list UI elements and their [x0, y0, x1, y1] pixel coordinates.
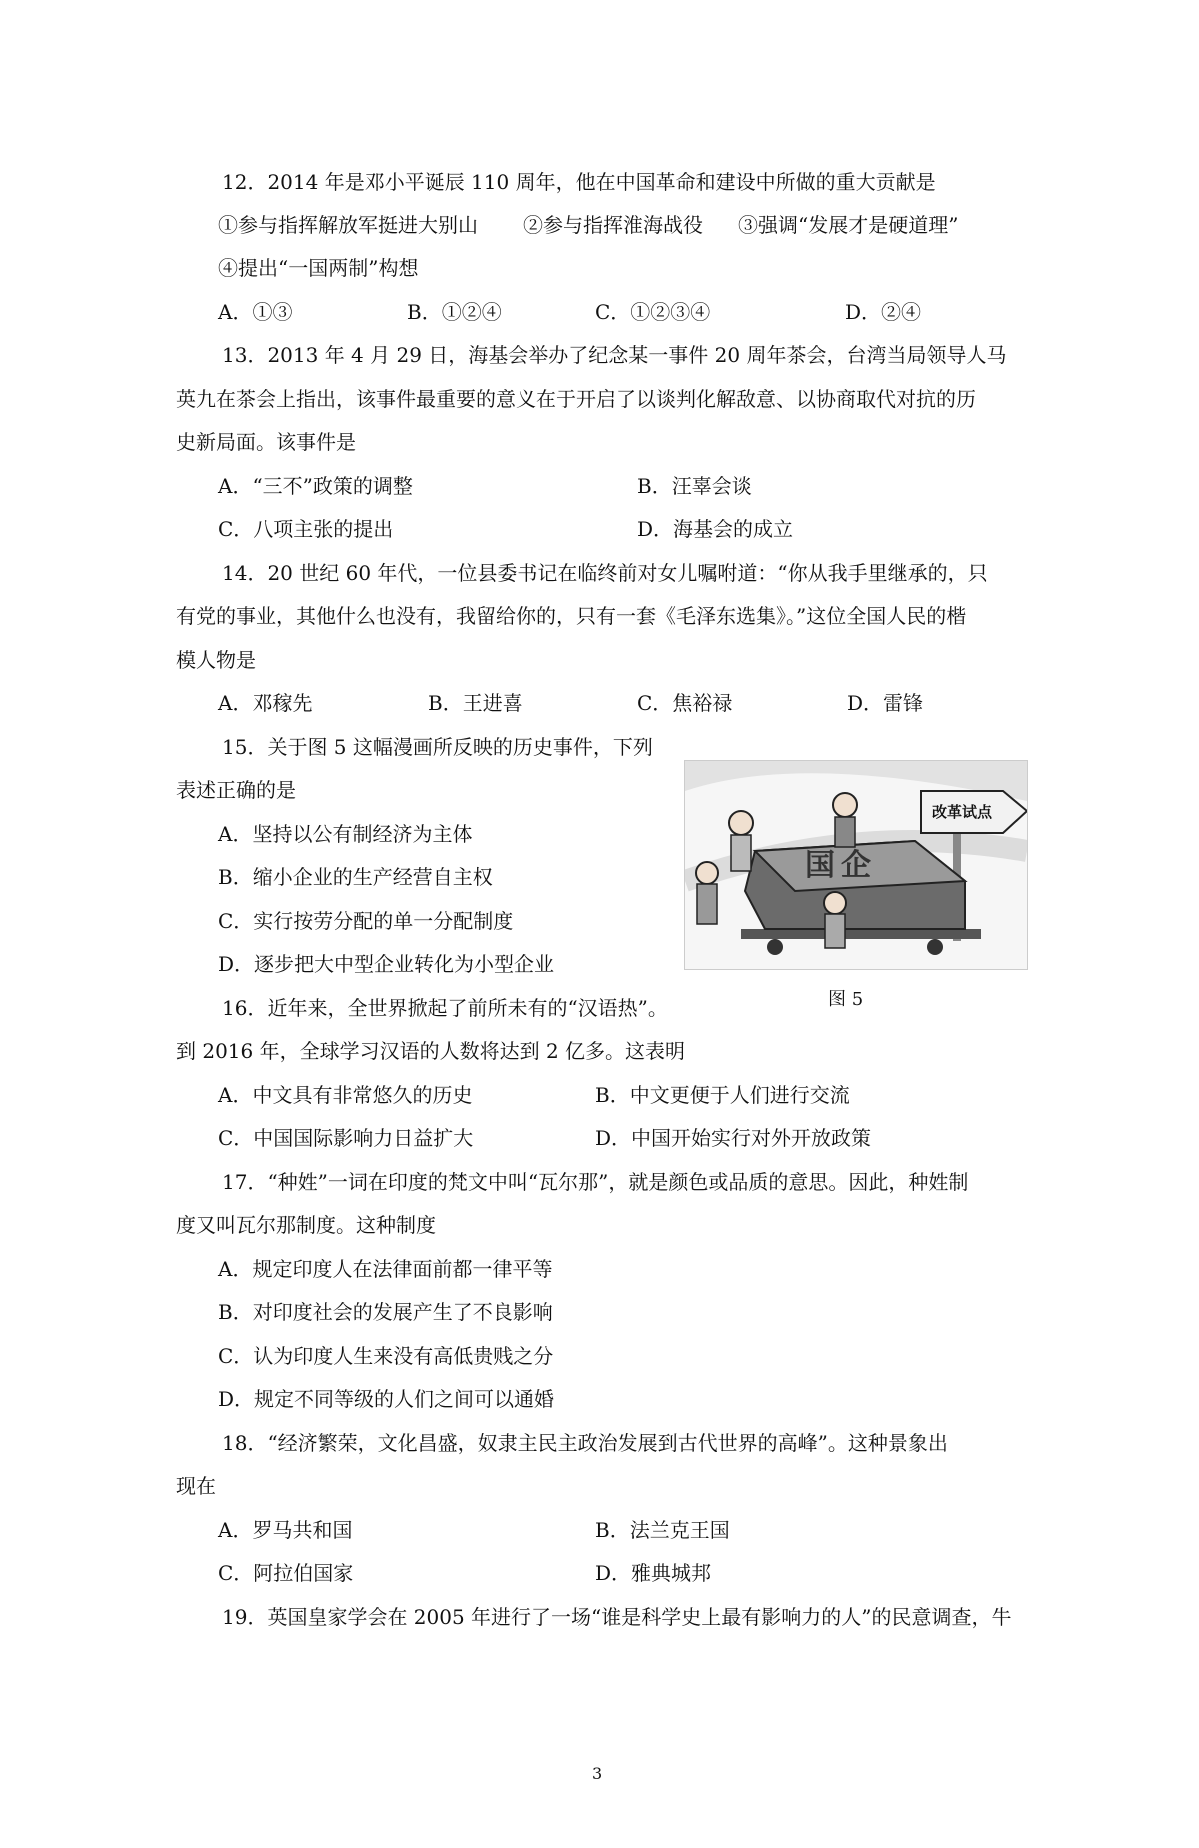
q14-line-2: 有党的事业，其他什么也没有，我留给你的，只有一套《毛泽东选集》。”这位全国人民的楷 — [176, 604, 967, 628]
q13-option-d: D．海基会的成立 — [637, 517, 794, 541]
page-number: 3 — [592, 1764, 603, 1783]
q16-option-c: C．中国国际影响力日益扩大 — [218, 1126, 474, 1150]
q12-stem: 12．2014 年是邓小平诞辰 110 周年，他在中国革命和建设中所做的重大贡献是 — [222, 170, 936, 194]
q19-line-1: 19．英国皇家学会在 2005 年进行了一场“谁是科学史上最有影响力的人”的民意调查，牛 — [222, 1605, 1012, 1629]
q13-option-c: C．八项主张的提出 — [218, 517, 394, 541]
cartoon-sign-text: 改革试点 — [931, 803, 992, 821]
q14-option-b: B．王进喜 — [428, 691, 523, 715]
q17-option-a: A．规定印度人在法律面前都一律平等 — [218, 1257, 553, 1281]
q17-line-2: 度又叫瓦尔那制度。这种制度 — [176, 1213, 436, 1237]
q18-option-b: B．法兰克王国 — [595, 1518, 730, 1542]
q15-line-2: 表述正确的是 — [176, 778, 296, 802]
q12-item-3: ③强调“发展才是硬道理” — [738, 213, 959, 237]
q13-line-3: 史新局面。该事件是 — [176, 430, 356, 454]
q12-option-b: B．①②④ — [407, 300, 502, 324]
q18-option-d: D．雅典城邦 — [595, 1561, 712, 1585]
q18-line-1: 18．“经济繁荣，文化昌盛，奴隶主民主政治发展到古代世界的高峰”。这种景象出 — [222, 1431, 948, 1455]
q14-option-c: C．焦裕禄 — [637, 691, 733, 715]
q16-line-2: 到 2016 年，全球学习汉语的人数将达到 2 亿多。这表明 — [176, 1039, 686, 1063]
q15-option-c: C．实行按劳分配的单一分配制度 — [218, 909, 514, 933]
q14-line-3: 模人物是 — [176, 648, 256, 672]
q14-option-a: A．邓稼先 — [218, 691, 313, 715]
q12-option-a: A．①③ — [218, 300, 293, 324]
q12-option-d: D．②④ — [845, 300, 922, 324]
q12-option-c: C．①②③④ — [595, 300, 711, 324]
q16-option-d: D．中国开始实行对外开放政策 — [595, 1126, 872, 1150]
q16-option-a: A．中文具有非常悠久的历史 — [218, 1083, 473, 1107]
q17-option-b: B．对印度社会的发展产生了不良影响 — [218, 1300, 553, 1324]
q16-line-1: 16．近年来，全世界掀起了前所未有的“汉语热”。 — [222, 996, 668, 1020]
q14-option-d: D．雷锋 — [847, 691, 924, 715]
q18-line-2: 现在 — [176, 1474, 216, 1498]
q13-option-a: A．“三不”政策的调整 — [218, 474, 413, 498]
q12-item-4: ④提出“一国两制”构想 — [218, 256, 419, 280]
q13-line-1: 13．2013 年 4 月 29 日，海基会举办了纪念某一事件 20 周年茶会，台湾当局领导人马 — [222, 343, 1007, 367]
q18-option-a: A．罗马共和国 — [218, 1518, 353, 1542]
q15-option-b: B．缩小企业的生产经营自主权 — [218, 865, 493, 889]
q15-option-d: D．逐步把大中型企业转化为小型企业 — [218, 952, 555, 976]
cartoon-block-text: 国企 — [805, 848, 877, 883]
figure-5-caption: 图 5 — [828, 989, 864, 1010]
q13-line-2: 英九在茶会上指出，该事件最重要的意义在于开启了以谈判化解敌意、以协商取代对抗的历 — [176, 387, 976, 411]
q12-item-1: ①参与指挥解放军挺进大别山 — [218, 213, 478, 237]
q17-option-c: C．认为印度人生来没有高低贵贱之分 — [218, 1344, 554, 1368]
figure-5-cartoon — [684, 760, 1028, 970]
q12-item-2: ②参与指挥淮海战役 — [523, 213, 703, 237]
q17-line-1: 17．“种姓”一词在印度的梵文中叫“瓦尔那”，就是颜色或品质的意思。因此，种姓制 — [222, 1170, 969, 1194]
q15-line-1: 15．关于图 5 这幅漫画所反映的历史事件，下列 — [222, 735, 653, 759]
q16-option-b: B．中文更便于人们进行交流 — [595, 1083, 850, 1107]
q13-option-b: B．汪辜会谈 — [637, 474, 752, 498]
q18-option-c: C．阿拉伯国家 — [218, 1561, 354, 1585]
q17-option-d: D．规定不同等级的人们之间可以通婚 — [218, 1387, 555, 1411]
q15-option-a: A．坚持以公有制经济为主体 — [218, 822, 473, 846]
q14-line-1: 14．20 世纪 60 年代，一位县委书记在临终前对女儿嘱咐道：“你从我手里继承的，只 — [222, 561, 988, 585]
